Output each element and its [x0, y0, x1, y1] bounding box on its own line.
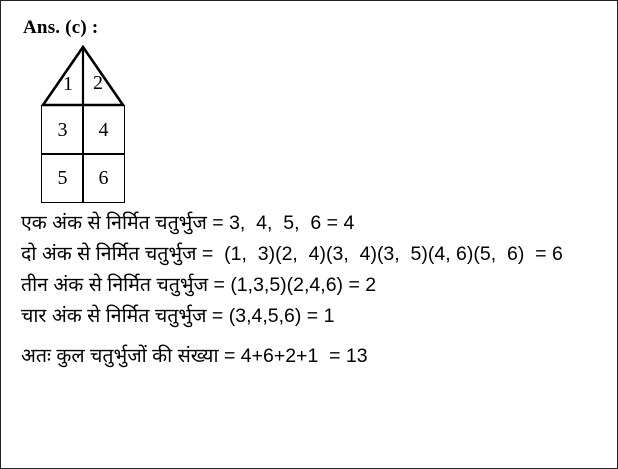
solution-total-line: अतः कुल चतुर्भुजों की संख्या = 4+6+2+1 = 13 — [21, 344, 368, 367]
figure-cell-1-label: 1 — [63, 73, 73, 95]
figure-cell-5: 5 — [41, 153, 84, 203]
answer-label: Ans. (c) : — [23, 17, 99, 38]
solution-lines — [19, 211, 601, 370]
figure-cell-4: 4 — [82, 105, 125, 155]
figure-cell-6: 6 — [82, 153, 125, 203]
house-shaped-figure — [41, 45, 221, 205]
roof-triangle-icon — [41, 45, 125, 107]
solution-line-2: दो अंक से निर्मित चतुर्भुज = (1, 3)(2, 4)(3, 4)(3, 5)(4, 6)(5, 6) = 6 — [21, 242, 563, 265]
solution-line-4: चार अंक से निर्मित चतुर्भुज = (3,4,5,6) = 1 — [21, 305, 335, 328]
solution-line-1: एक अंक से निर्मित चतुर्भुज = 3, 4, 5, 6 = 4 — [21, 212, 355, 234]
figure-cell-2-label: 2 — [93, 72, 103, 94]
figure-grid — [41, 105, 125, 203]
figure-cell-3: 3 — [41, 105, 84, 155]
solution-line-3: तीन अंक से निर्मित चतुर्भुज = (1,3,5)(2,4,6) = 2 — [21, 274, 377, 297]
